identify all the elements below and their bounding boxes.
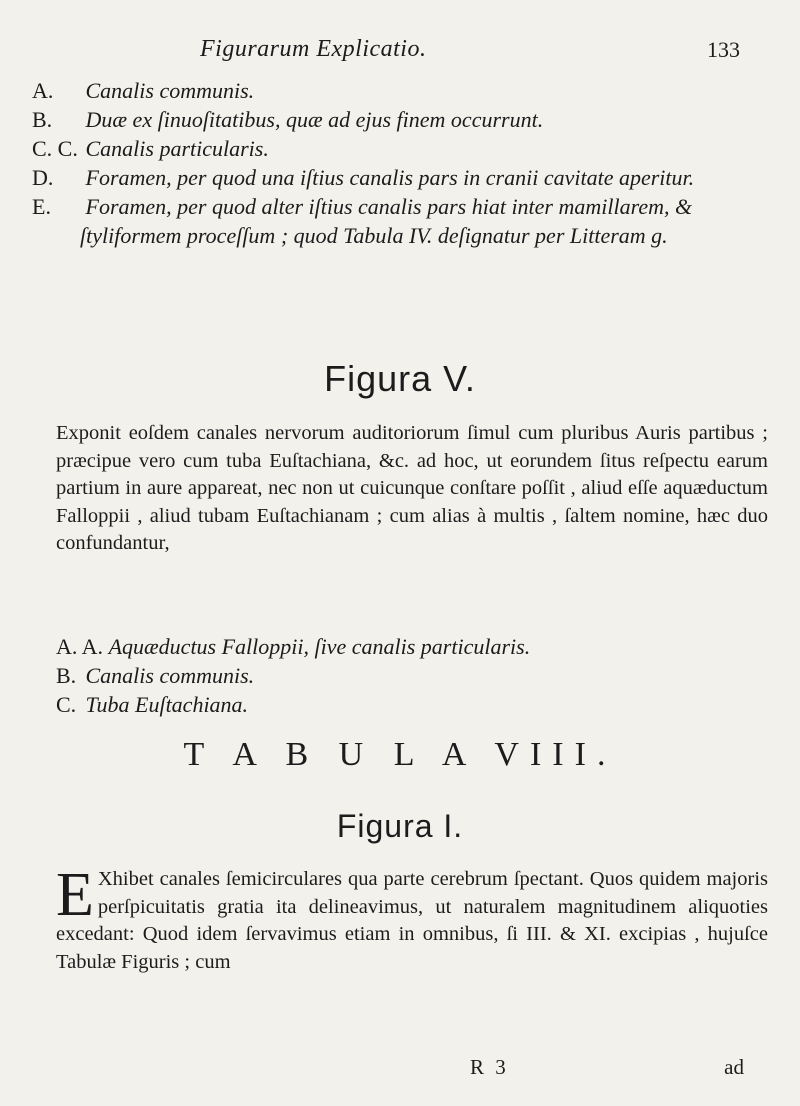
- legend-entry-c2: C. Tuba Euſtachiana.: [56, 692, 249, 717]
- legend-entry-e: E. Foramen, per quod alter iſtius canalis pars hiat inter mamillarem, & ſtyliformem proceſſum ; quod Tabula IV. deſignatur per Litteram g.: [32, 194, 693, 248]
- legend-figura-v: [56, 632, 766, 719]
- page-number: 133: [707, 37, 740, 62]
- signature-mark: R 3: [470, 1055, 509, 1079]
- tabula-paragraph: [56, 861, 768, 976]
- tabula-paragraph-text: Xhibet canales ſemicirculares qua parte cerebrum ſpectant. Quos quidem majoris perſpicuitatis gratia ita delineavimus, ut naturalem magnitudinem aliquoties excedant: Quod idem ſervavimus etiam in omnibus, ſi III. & XI. excipias , hujuſce Tabulæ Figuris ; cum: [56, 868, 768, 973]
- legend-entry-aa: A. A. Aquæductus Falloppii, ſive canalis particularis.: [56, 634, 531, 659]
- figura-i-heading: Figura I.: [336, 808, 464, 844]
- figura-v-heading: Figura V.: [324, 358, 476, 399]
- catchword: ad: [724, 1055, 744, 1079]
- legend-entry-c: C. C. Canalis particularis.: [32, 136, 269, 161]
- running-title: Figurarum Explicatio.: [200, 36, 427, 62]
- figura-v-paragraph: Exponit eoſdem canales nervorum auditoriorum ſimul cum pluribus Auris partibus ; præcipue vero cum tuba Euſtachiana, &c. ad hoc, ut eorundem ſitus reſpectu earum partium in aure appareat, nec non ut cuicunque conſtare poſſit , aliud eſſe aquæductum Falloppii , aliud tubam Euſtachianam ; cum alias à multis , ſaltem nomine, hæc duo confundantur,: [56, 422, 768, 554]
- drop-cap: E: [56, 861, 94, 929]
- legend-entry-d: D. Foramen, per quod una iſtius canalis pars in cranii cavitate aperitur.: [32, 165, 695, 190]
- legend-top: [32, 76, 766, 250]
- legend-entry-a: A. Canalis communis.: [32, 78, 255, 103]
- tabula-heading: T A B U L A VIII.: [183, 736, 617, 773]
- legend-entry-b2: B. Canalis communis.: [56, 663, 255, 688]
- legend-entry-b: B. Duæ ex ſinuoſitatibus, quæ ad ejus finem occurrunt.: [32, 107, 544, 132]
